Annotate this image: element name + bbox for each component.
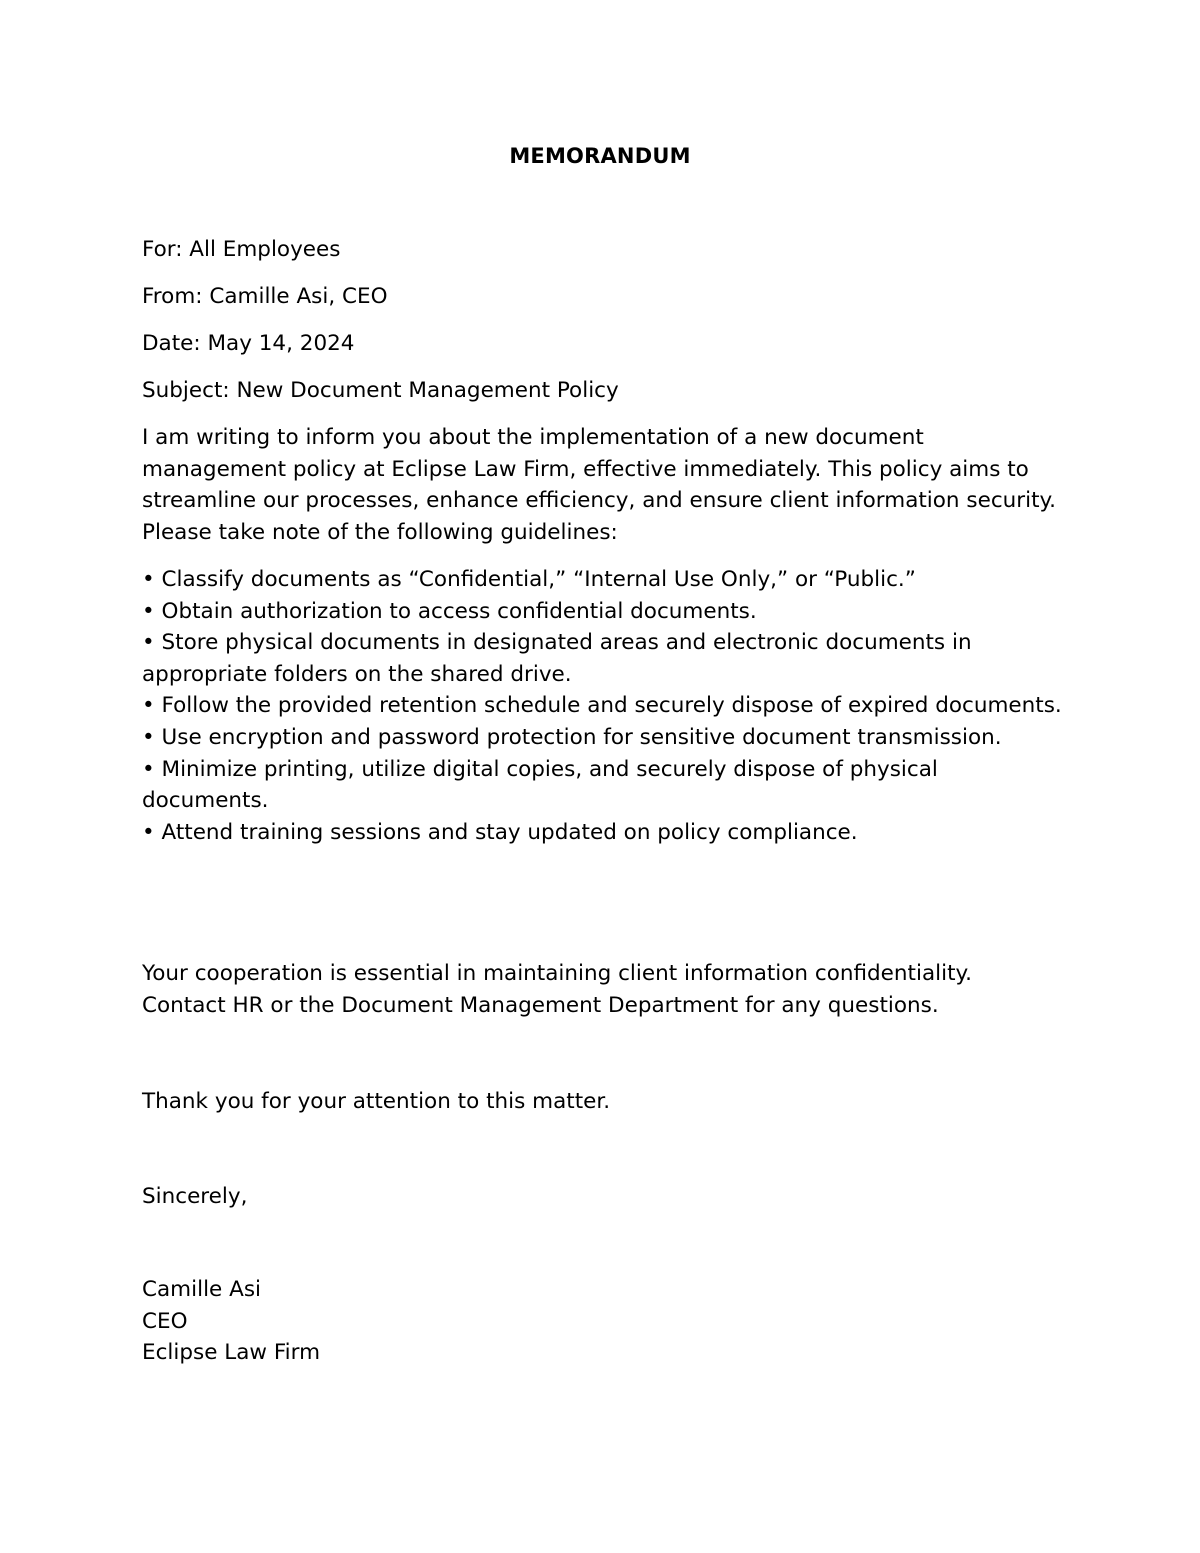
guideline-item: • Attend training sessions and stay updated on policy compliance. — [142, 819, 858, 845]
memo-sign-off: Sincerely, — [142, 1184, 248, 1209]
memo-subject-line: Subject: New Document Management Policy — [142, 378, 619, 403]
memo-title: MEMORANDUM — [509, 144, 691, 168]
guideline-item: • Minimize printing, utilize digital copies, and securely dispose of physical documents. — [142, 756, 938, 814]
guideline-item: • Use encryption and password protection for sensitive document transmission. — [142, 724, 1002, 750]
signature-company: Eclipse Law Firm — [142, 1340, 321, 1366]
guideline-item: • Store physical documents in designated areas and electronic documents in appropriate folders on the shared drive. — [142, 630, 972, 687]
signature-name: Camille Asi — [142, 1277, 261, 1302]
signature-block — [142, 1274, 742, 1369]
memo-date-line: Date: May 14, 2024 — [142, 331, 355, 356]
memo-from-line: From: Camille Asi, CEO — [142, 284, 388, 309]
signature-title: CEO — [142, 1308, 188, 1334]
memo-intro-paragraph: I am writing to inform you about the implementation of a new document management policy at Eclipse Law Firm, effective immediately. This policy aims to streamline our processes, enhance efficiency, and ensure client information security. Please take note of the following guidelines: — [142, 425, 1057, 545]
memo-closing-paragraph: Your cooperation is essential in maintaining client information confidentiality. Contact HR or the Document Management Department for any questions. — [142, 961, 972, 1018]
guideline-item: • Obtain authorization to access confidential documents. — [142, 598, 757, 624]
guideline-item: • Follow the provided retention schedule and securely dispose of expired documents. — [142, 693, 1062, 719]
guidelines-list — [142, 564, 1062, 848]
guideline-item: • Classify documents as “Confidential,” “Internal Use Only,” or “Public.” — [142, 567, 916, 592]
memo-thanks-line: Thank you for your attention to this matter. — [142, 1089, 611, 1114]
memo-for-line: For: All Employees — [142, 237, 341, 262]
